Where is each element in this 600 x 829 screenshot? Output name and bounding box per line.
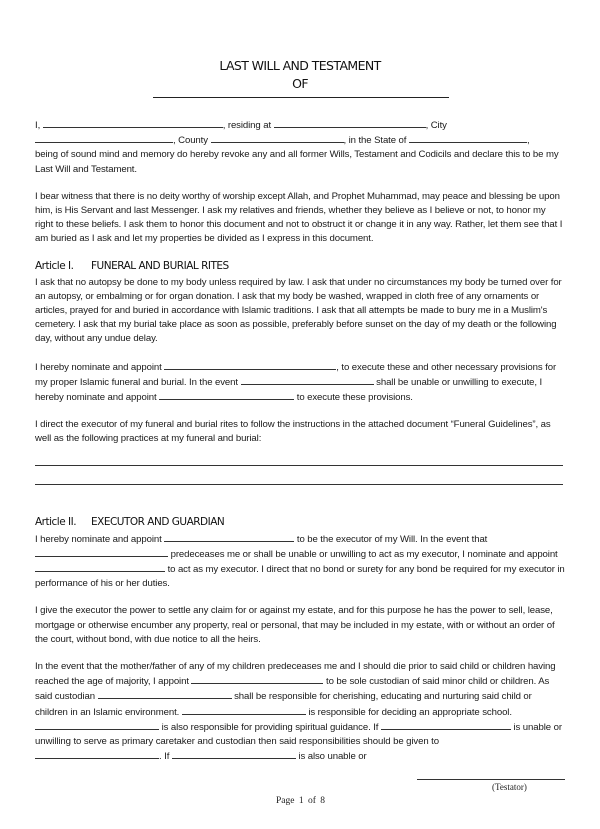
- executor-text: to be the executor of my Will. In the event that: [296, 533, 488, 545]
- testator-label: (Testator): [492, 781, 527, 792]
- custodian-name-blank[interactable]: [98, 689, 232, 699]
- primary-caretaker-blank[interactable]: [381, 720, 511, 730]
- executor-text: to act as my executor. I direct that no bond or surety for any bond be required for my executor in performance of his or her duties.: [35, 564, 565, 590]
- article-1-paragraph-2: [35, 360, 565, 406]
- article-2-heading: [35, 515, 565, 529]
- alternate-funeral-executor-blank[interactable]: [159, 390, 294, 400]
- article-2-title: EXECUTOR AND GUARDIAN: [91, 515, 225, 528]
- intro-text: I,: [35, 120, 41, 131]
- intro-paragraph: [35, 118, 565, 177]
- funeral-guidelines-text: I direct the executor of my funeral and burial rites to follow the instructions in the attached document “Funeral Guidelines”, as well as the following practices at my funeral and burial:: [35, 419, 551, 445]
- intro-text: ,: [526, 135, 530, 147]
- executor-blank[interactable]: [164, 532, 294, 542]
- burial-text: I ask that no autopsy be done to my body unless required by law. I ask that under no circumstances my body be turned over for an autopsy, or embalming or for organ donation. I ask that my body be washed, wrapped in cloth free of any ornaments or articles, prayed for and buried in accordance with Islamic traditions. I ask that all attempts be made to bury me in a Muslim's cemetery. I ask that my burial take place as soon as possible, preferably before sunset on the day of my death or the following day, without any undue delay.: [35, 276, 562, 345]
- executor-text: predeceases me or shall be unable or unwilling to act as my executor, I nominate and appoint: [170, 548, 558, 560]
- guardian-text: is responsible for deciding an appropriate school.: [308, 706, 512, 718]
- school-decider-blank[interactable]: [182, 705, 306, 715]
- testator-name-field[interactable]: [153, 97, 449, 98]
- article-1-paragraph-1: [35, 276, 565, 347]
- guardian-text: . If: [159, 751, 170, 763]
- alternate-executor-blank[interactable]: [35, 562, 165, 572]
- nominate-text: I hereby nominate and appoint: [35, 361, 162, 373]
- article-2-paragraph-2: [35, 604, 565, 647]
- name-blank[interactable]: [43, 118, 223, 128]
- article-2-paragraph-3: [35, 660, 565, 764]
- article-2-number: Article II.: [35, 515, 77, 528]
- intro-text: , City: [425, 120, 447, 131]
- guardian-text: is also unable or: [298, 751, 367, 763]
- county-blank[interactable]: [211, 133, 344, 143]
- testator-signature-line[interactable]: [417, 779, 565, 780]
- intro-text: being of sound mind and memory do hereby revoke any and all former Wills, Testament and Codicils and declare this to be my Last Will and Testament.: [35, 149, 559, 175]
- article-1-paragraph-3: [35, 418, 565, 446]
- guardian-text: is also responsible for providing spiritual guidance. If: [161, 721, 379, 733]
- secondary-caretaker-blank[interactable]: [35, 749, 159, 759]
- page-footer: [0, 779, 600, 829]
- guardian-text: In the event that the mother/father of any of my children predeceases me and I should die prior to said child or children having reached the age of majority, I appoint: [35, 661, 556, 688]
- article-1-title: FUNERAL AND BURIAL RITES: [91, 259, 229, 272]
- executor-powers-text: I give the executor the power to settle any claim for or against my estate, and for this purpose he has the power to sell, lease, mortgage or otherwise encumber any property, real or personal, that may be included in my estate, with or without an order of the court, without bond, with due notice to all the heirs.: [35, 605, 555, 645]
- state-blank[interactable]: [409, 133, 527, 143]
- intro-text: , County: [173, 135, 208, 147]
- guardian-text: shall be responsible for cherishing, educating and nurturing said child or children in an Islamic environment.: [35, 691, 532, 718]
- executor-name-blank[interactable]: [35, 547, 168, 557]
- nominate-text: to execute these provisions.: [296, 392, 413, 404]
- address-blank[interactable]: [274, 118, 426, 128]
- article-1-heading: [35, 259, 565, 273]
- intro-text: , residing at: [222, 120, 272, 131]
- city-blank[interactable]: [35, 133, 173, 143]
- practices-line-2[interactable]: [35, 484, 563, 485]
- document-body: [35, 118, 565, 765]
- tertiary-caretaker-blank[interactable]: [172, 749, 296, 759]
- page-number: Page 1 of 8: [276, 795, 326, 806]
- document-title: LAST WILL AND TESTAMENT: [219, 58, 381, 73]
- guardian-text: is unable or unwilling to serve as primary caretaker and custodian then said responsibilities should be given to: [35, 721, 562, 748]
- executor-text: I hereby nominate and appoint: [35, 533, 162, 545]
- custodian-blank[interactable]: [191, 674, 323, 684]
- document-subtitle: OF: [292, 76, 308, 91]
- spiritual-guide-blank[interactable]: [35, 720, 159, 730]
- practices-line-1[interactable]: [35, 465, 563, 466]
- intro-text: , in the State of: [343, 135, 407, 147]
- article-2-paragraph-1: [35, 532, 565, 592]
- article-1-number: Article I.: [35, 259, 74, 272]
- guardian-text: to be sole custodian of said minor child or children. As said custodian: [35, 676, 550, 703]
- funeral-executor-name-blank[interactable]: [241, 375, 374, 385]
- nominate-text: shall be unable or unwilling to execute, I hereby nominate and appoint: [35, 376, 543, 404]
- nominate-text: , to execute these and other necessary provisions for my proper Islamic funeral and burial. In the event: [35, 361, 557, 388]
- funeral-executor-blank[interactable]: [164, 360, 336, 370]
- witness-paragraph: [35, 190, 565, 247]
- witness-text: I bear witness that there is no deity worthy of worship except Allah, and Prophet Muhammad, may peace and blessing be upon him, is His Servant and last Messenger. I ask my relatives and friends, whether they believe as I believe or not, to honor my right to these beliefs. I ask them to honor this document and not to obstruct it or change it in any way. Rather, let them see that I am buried as I ask and let my properties be divided as I express in this document.: [35, 190, 563, 245]
